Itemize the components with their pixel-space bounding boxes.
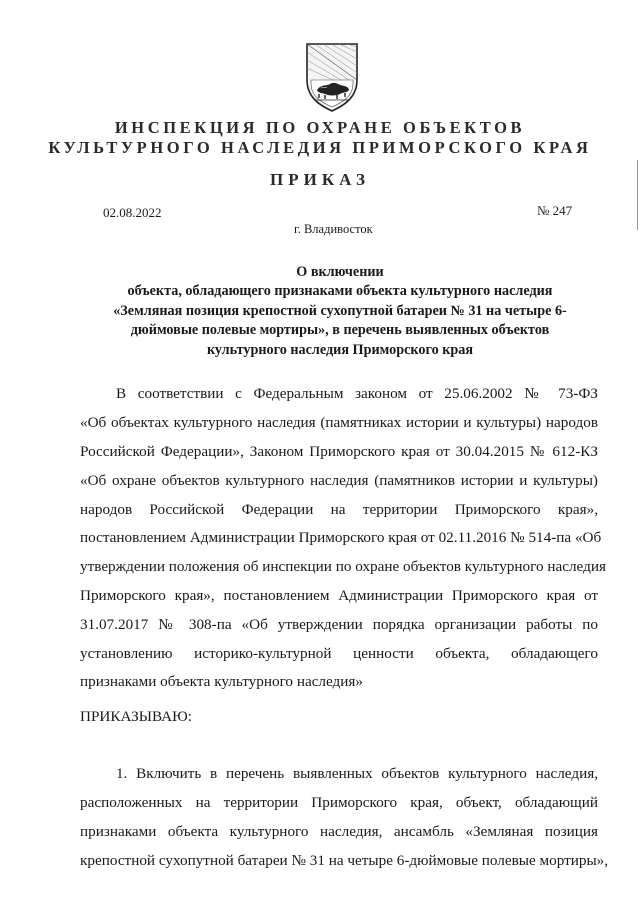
preamble-line: утверждении положения об инспекции по охране объектов культурного наследия bbox=[80, 558, 606, 575]
preamble-line: Российской Федерации», Законом Приморского края от 30.04.2015 № 612-КЗ bbox=[80, 443, 598, 460]
organization-name-line1: ИНСПЕКЦИЯ ПО ОХРАНЕ ОБЪЕКТОВ bbox=[114, 118, 526, 137]
document-title bbox=[80, 263, 600, 360]
document-number: № 247 bbox=[537, 203, 573, 218]
item-line: расположенных на территории Приморского края, объект, обладающий bbox=[80, 794, 598, 811]
coat-of-arms-icon bbox=[303, 40, 361, 114]
item-line: 1. Включить в перечень выявленных объектов культурного наследия, bbox=[116, 765, 598, 782]
document-date: 02.08.2022 bbox=[103, 205, 162, 220]
title-line: дюймовые полевые мортиры», в перечень выявленных объектов bbox=[130, 322, 550, 339]
preamble-line: народов Российской Федерации на территории Приморского края», bbox=[80, 501, 598, 518]
preamble-line: Приморского края», постановлением Администрации Приморского края от bbox=[80, 587, 598, 604]
preamble-line: В соответствии с Федеральным законом от 25.06.2002 № 73-ФЗ bbox=[116, 385, 598, 402]
preamble-line: «Об объектах культурного наследия (памятниках истории и культуры) народов bbox=[80, 414, 598, 431]
title-line: культурного наследия Приморского края bbox=[206, 341, 474, 358]
preamble-line: «Об охране объектов культурного наследия (памятников истории и культуры) bbox=[80, 472, 598, 489]
preamble-line: установлению историко-культурной ценности объекта, обладающего bbox=[80, 645, 598, 662]
preamble-line: 31.07.2017 № 308-па «Об утверждении порядка организации работы по bbox=[80, 616, 598, 633]
item-line: крепостной сухопутной батареи № 31 на четыре 6-дюймовые полевые мортиры», bbox=[80, 852, 609, 869]
order-word: ПРИКАЗЫВАЮ: bbox=[80, 708, 192, 725]
document-type: ПРИКАЗ bbox=[270, 170, 370, 189]
document-city: г. Владивосток bbox=[294, 222, 373, 236]
title-line: О включении bbox=[296, 264, 384, 280]
title-line: «Земляная позиция крепостной сухопутной батареи № 31 на четыре 6- bbox=[113, 302, 567, 319]
title-line: объекта, обладающего признаками объекта культурного наследия bbox=[127, 283, 553, 300]
preamble-line: постановлением Администрации Приморского края от 02.11.2016 № 514-па «Об bbox=[80, 529, 602, 546]
preamble-line: признаками объекта культурного наследия» bbox=[80, 673, 363, 690]
item-line: признаками объекта культурного наследия, ансамбль «Земляная позиция bbox=[80, 823, 598, 840]
organization-name-line2: КУЛЬТУРНОГО НАСЛЕДИЯ ПРИМОРСКОГО КРАЯ bbox=[48, 138, 592, 157]
